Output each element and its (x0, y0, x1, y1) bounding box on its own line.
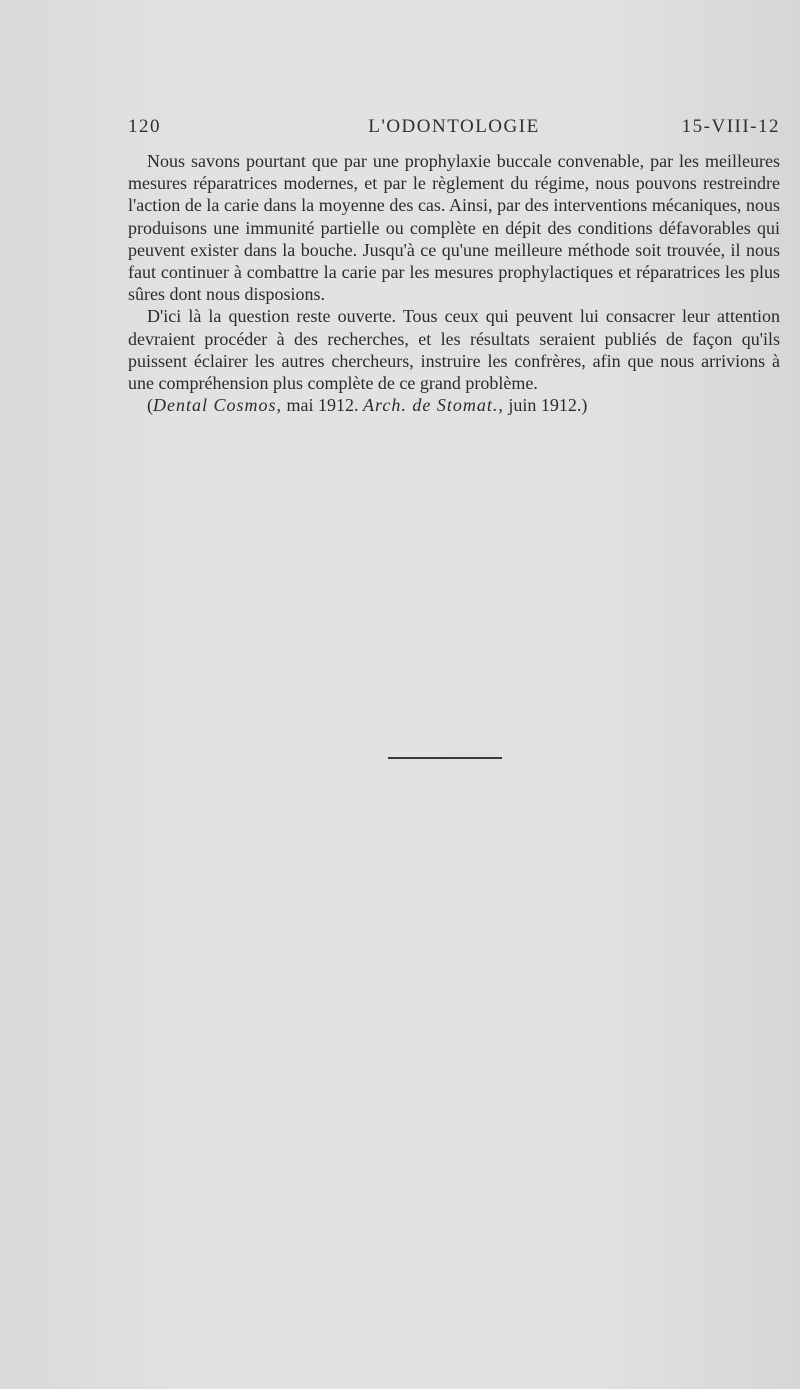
running-head (128, 116, 780, 142)
issue-date: 15-VIII-12 (681, 116, 780, 137)
citation-date-1: mai 1912. (282, 395, 364, 416)
citation-date-2: juin 1912. (503, 395, 582, 416)
paragraph-open-question: D'ici là la question reste ouverte. Tous ceux qui peuvent lui consacrer leur attention devraient procéder à des recherches, et les résultats seraient publiés de façon qu'ils puissent éclairer les autres chercheurs, instruire les confrères, afin que nous arrivions à une compréhension plus complète de ce grand problème. (128, 306, 780, 394)
page-number: 120 (128, 116, 161, 137)
citation-open-paren: ( (147, 395, 153, 416)
end-rule-divider (388, 757, 502, 759)
journal-title: L'ODONTOLOGIE (368, 116, 540, 137)
paragraph-prophylaxis: Nous savons pourtant que par une prophylaxie buccale convenable, par les meilleures mesures réparatrices modernes, et par le règlement du régime, nous pouvons restreindre l'action de la carie dans la moyenne des cas. Ainsi, par des interventions mécaniques, nous produisons une immunité partielle ou complète en dépit des conditions défavorables qui peuvent exister dans la bouche. Jusqu'à ce qu'une meilleure méthode soit trouvée, il nous faut continuer à combattre la carie par les mesures prophylactiques et réparatrices les plus sûres dont nous disposions. (128, 151, 780, 305)
citation-close-paren: ) (581, 395, 588, 416)
article-body (128, 150, 780, 416)
citation-source-arch-stomat: Arch. de Stomat., (363, 395, 504, 416)
source-citation (128, 394, 780, 416)
citation-source-dental-cosmos: Dental Cosmos, (153, 395, 283, 416)
